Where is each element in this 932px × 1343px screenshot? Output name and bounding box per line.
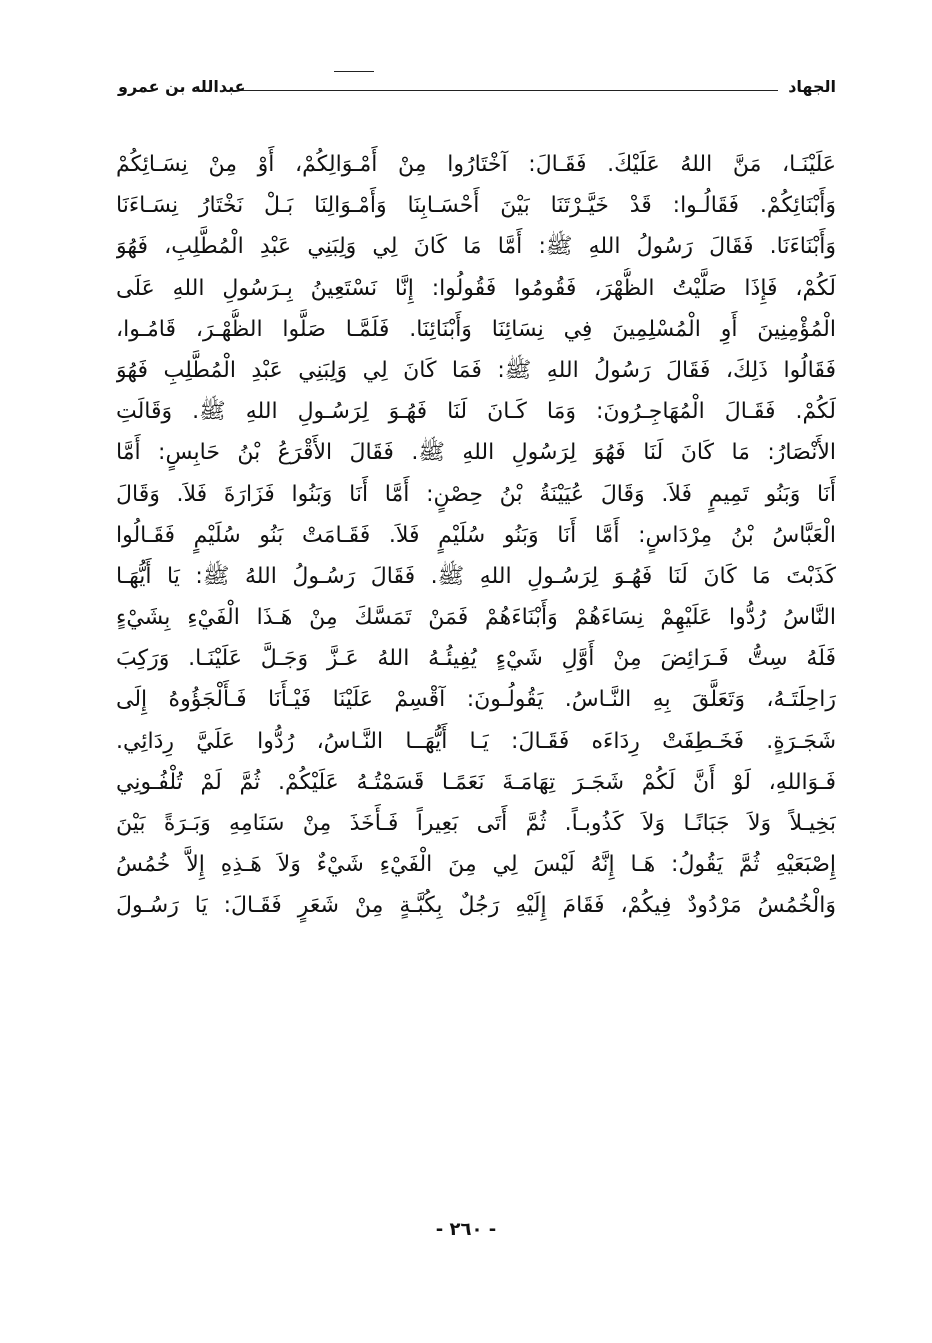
text-line: رَاحِلَتَـهُ، وَتَعَلَّقَ بِهِ النَّـاسُ. يَقُولُـونَ: آقْسِمْ عَلَيْنَا فَيْـأَنَا فَـأَلْجَؤُوهُ إِلَى: [116, 687, 836, 713]
header-section-title: الجهاد: [788, 77, 836, 96]
text-line: لَكُمْ. فَقَـالَ الْمُهَاجِـرُونَ: وَمَا كَـانَ لَنَا فَهُـوَ لِرَسُـولِ اللهِ ﷺ. وَقَالَتِ: [116, 399, 836, 425]
text-line: أَنَا وَبَنُو تَمِيمٍ فَلاَ. وَقَالَ عُيَيْنَةُ بْنُ حِصْنٍ: أَمَّا أَنَا وَبَنُوا فَزَارَةَ فَلاَ. وَقَالَ: [116, 481, 836, 507]
header-author-name: عبدالله بن عمرو: [118, 77, 246, 96]
text-line: لَكُمْ، فَإِذَا صَلَّيْتُ الظُّهْرَ، فَقُومُوا فَقُولُوا: إِنَّا نَسْتَعِينُ بِـرَسُولِ اللهِ عَلَى: [116, 275, 836, 301]
running-header: [118, 76, 836, 108]
text-line: إِصْبَعَيْهِ ثُمَّ يَقُولُ: هَـا إِنَّهُ لَيْسَ لِي مِنَ الْفَيْءِ شَيْءٌ وَلاَ هَـذِهِ إِلاَّ خُمُسُ: [116, 852, 836, 878]
text-line: شَجَـرَةٍ. فَخَـطِفَتْ رِدَاءَه فَقَـالَ: يَـا أَيُّهَــا النَّـاسُ، رُدُّوا عَلَيَّ رِدَائِي.: [116, 728, 836, 754]
text-line: فَـوَاللهِ، لَوْ أَنَّ لَكُمْ شَجَـرَ تِهَامَـةَ نَعَمًـا قَسَمْتُـهُ عَلَيْكُمْ. ثُمَّ لَمْ تُلْفُـونِي: [116, 769, 836, 795]
text-line: وَأَبْنَائِكُمْ. فَقَالُـوا: قَدْ خَيَّـرْتَنَا بَيْنَ أَحْسَـابِنَا وَأَمْـوَالِنَا بَـلْ نَخْتَارُ نِسَـاءَنَا: [116, 193, 836, 219]
text-line: الْمُؤْمِنِينَ أَوِ الْمُسْلِمِينَ فِي نِسَائِنَا وَأَبْنَائِنَا. فَلَمَّـا صَلَّوا الظُّهْـرَ، قَامُـوا،: [116, 316, 836, 342]
text-line: وَالْخُمُسُ مَرْدُودٌ فِيكُمْ، فَقَامَ إِلَيْهِ رَجُلٌ بِكُبَّـةٍ مِنْ شَعَرٍ فَقَـالَ: يَا رَسُـولَ: [116, 893, 836, 919]
text-line: الْعَبَّاسُ بْنُ مِرْدَاسٍ: أَمَّا أَنَا وَبَنُو سُلَيْمٍ فَلاَ. فَقَـامَتْ بَنُو سُلَيْمٍ فَقَـالُوا: [116, 522, 836, 548]
header-rule: [236, 90, 778, 91]
top-ornament-rule: [334, 71, 374, 72]
text-line: النَّاسُ رُدُّوا عَلَيْهِمْ نِسَاءَهُمْ وَأَبْنَاءَهُمْ فَمَنْ تَمَسَّكَ مِنْ هَـذَا الْفَيْءِ بِشَيْءٍ: [116, 605, 836, 631]
text-line: فَلَهُ سِتُّ فَـرَائِضَ مِنْ أَوَّلِ شَيْءٍ يُفِيئُـهُ اللهُ عَـزَّ وَجَـلَّ عَلَيْنَـا. وَرَكِبَ: [116, 646, 836, 672]
text-line: كَذَبْتَ مَا كَانَ لَنَا فَهُـوَ لِرَسُـولِ اللهِ ﷺ. فَقَالَ رَسُـولُ اللهُ ﷺ: يَا أَيُّهَـا: [116, 563, 836, 589]
text-line: وَأَبْنَاءَنَا. فَقَالَ رَسُولُ اللهِ ﷺ: أَمَّا مَا كَانَ لِي وَلِبَنِي عَبْدِ الْمُطَّلِبِ، فَهُوَ: [116, 234, 836, 260]
body-text: [116, 144, 836, 927]
text-line: فَقَالُوا ذَلِكَ، فَقَالَ رَسُولُ اللهِ ﷺ: فَمَا كَانَ لِي وَلِبَنِي عَبْدِ الْمُطَّلِبِ فَهُوَ: [116, 357, 836, 383]
text-line: بَخِيـلاً وَلاَ جَبَانًـا وَلاَ كَذُوبـاً. ثُمَّ أَتَى بَعِيراً فَـأَخَذَ مِنْ سَنَامِهِ وَبَـرَةً بَيْنَ: [116, 811, 836, 836]
text-line: عَلَيْنَـا، مَنَّ اللهُ عَلَيْكَ. فَقَـالَ: آخْتَارُوا مِنْ أَمْـوَالِكُمْ، أَوْ مِنْ نِسَـائِكُمْ: [116, 152, 836, 177]
text-line: الأَنْصَارُ: مَا كَانَ لَنَا فَهُوَ لِرَسُولِ اللهِ ﷺ. فَقَالَ الأَقْرَعُ بْنُ حَابِسٍ: أَمَّا: [116, 440, 836, 466]
page-number: - ٢٦٠ -: [435, 1219, 497, 1240]
